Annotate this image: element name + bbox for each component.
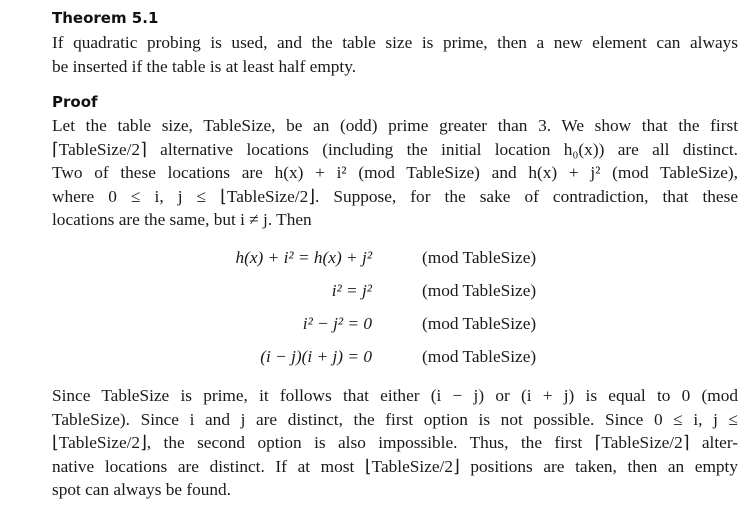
theorem-statement	[52, 31, 738, 78]
proof-line: Let the table size, TableSize, be an (odd) prime greater than 3. We show that the first	[52, 116, 738, 135]
proof-line: locations are the same, but i ≠ j. Then	[52, 210, 312, 229]
theorem-line: If quadratic probing is used, and the table size is prime, then a new element can always	[52, 33, 738, 52]
equation-lhs: i² − j² = 0	[302, 314, 372, 333]
equation-row	[152, 347, 712, 380]
conclusion-paragraph	[52, 384, 738, 502]
conclusion-line: native locations are distinct. If at most ⌊TableSize/2⌋ positions are taken, then an empty	[52, 456, 738, 476]
equation-modulus: (mod TableSize)	[422, 248, 537, 267]
conclusion-line: spot can always be found.	[52, 480, 232, 499]
conclusion-line: Since TableSize is prime, it follows that either (i − j) or (i + j) is equal to 0 (mod	[52, 386, 738, 405]
equation-block	[152, 248, 712, 380]
proof-line: where 0 ≤ i, j ≤ ⌊TableSize/2⌋. Suppose, for the sake of contradiction, that these	[52, 186, 738, 206]
conclusion-line: ⌊TableSize/2⌋, the second option is also impossible. Thus, the first ⌈TableSize/2⌉ alter-	[52, 433, 738, 452]
equation-modulus: (mod TableSize)	[422, 314, 537, 333]
equation-modulus: (mod TableSize)	[422, 347, 537, 366]
theorem-heading: Theorem 5.1	[52, 9, 159, 27]
equation-lhs: h(x) + i² = h(x) + j²	[235, 248, 372, 267]
equation-lhs: i² = j²	[331, 281, 372, 300]
proof-heading: Proof	[52, 93, 98, 111]
equation-row	[152, 314, 712, 347]
conclusion-line: TableSize). Since i and j are distinct, the first option is not possible. Since 0 ≤ i, j ≤	[52, 409, 738, 429]
proof-line: ⌈TableSize/2⌉ alternative locations (including the initial location h₀(x)) are all distinct.	[52, 139, 738, 159]
equation-lhs: (i − j)(i + j) = 0	[260, 347, 372, 366]
equation-row	[152, 281, 712, 314]
equation-row	[152, 248, 712, 281]
equation-modulus: (mod TableSize)	[422, 281, 537, 300]
proof-line: Two of these locations are h(x) + i² (mod TableSize) and h(x) + j² (mod TableSize),	[52, 163, 738, 182]
proof-paragraph	[52, 114, 738, 232]
theorem-line: be inserted if the table is at least half empty.	[52, 56, 357, 76]
